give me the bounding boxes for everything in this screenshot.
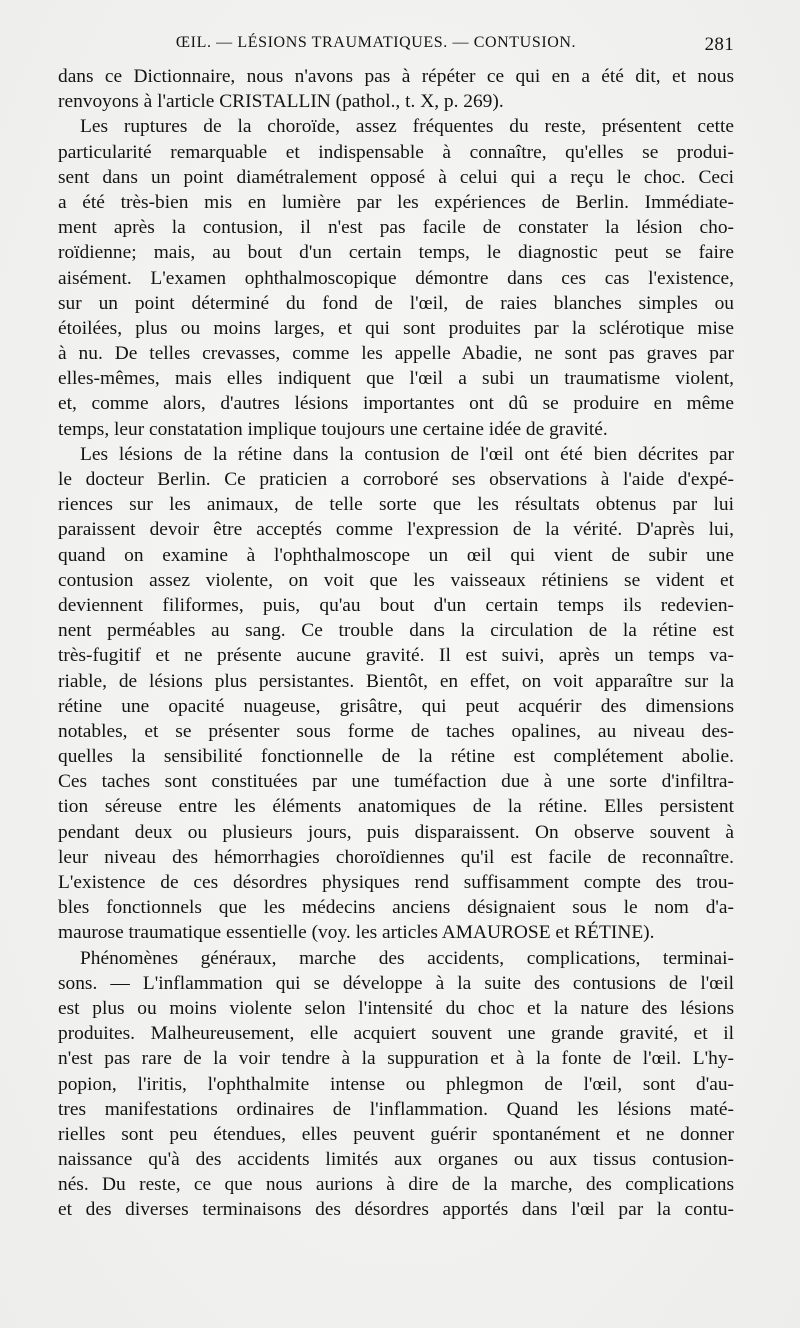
text-line: Phénomènes généraux, marche des accidents, complications, terminai- bbox=[80, 947, 734, 969]
text-line: a été très-bien mis en lumière par les expériences de Berlin. Immédiate- bbox=[58, 191, 734, 213]
text-line: naissance qu'à des accidents limités aux organes ou aux tissus contusion- bbox=[58, 1149, 734, 1171]
text-line: très-fugitif et ne présente aucune gravité. Il est suivi, après un temps va- bbox=[58, 645, 734, 667]
text-line: quelles la sensibilité fonctionnelle de la rétine est complétement abolie. bbox=[58, 746, 734, 768]
text-line: popion, l'iritis, l'ophthalmite intense ou phlegmon de l'œil, sont d'au- bbox=[58, 1073, 734, 1095]
text-line: paraissent devoir être acceptés comme l'expression de la vérité. D'après lui, bbox=[58, 519, 734, 541]
text-line: n'est pas rare de la voir tendre à la suppuration et à la fonte de l'œil. L'hy- bbox=[58, 1048, 734, 1070]
text-line: et des diverses terminaisons des désordres apportés dans l'œil par la contu- bbox=[58, 1199, 734, 1221]
text-line: et, comme alors, d'autres lésions importantes ont dû se produire en même bbox=[58, 393, 734, 415]
text-line: notables, et se présenter sous forme de taches opalines, au niveau des- bbox=[58, 720, 734, 742]
running-title: ŒIL. — LÉSIONS TRAUMATIQUES. — CONTUSION. bbox=[175, 34, 577, 51]
text-line: L'existence de ces désordres physiques rend suffisamment compte des trou- bbox=[58, 872, 734, 893]
text-line: tres manifestations ordinaires de l'inflammation. Quand les lésions maté- bbox=[58, 1098, 734, 1120]
text-line: leur niveau des hémorrhagies choroïdiennes qu'il est facile de reconnaître. bbox=[58, 846, 734, 868]
text-line: étoilées, plus ou moins larges, et qui sont produites par la sclérotique mise bbox=[58, 317, 734, 339]
text-line: riable, de lésions plus persistantes. Bientôt, en effet, on voit apparaître sur la bbox=[58, 670, 734, 692]
text-line: riences sur les animaux, de telle sorte que les résultats obtenus par lui bbox=[58, 494, 734, 516]
text-line: contusion assez violente, on voit que les vaisseaux rétiniens se vident et bbox=[58, 569, 734, 591]
text-line: Ces taches sont constituées par une tuméfaction due à une sorte d'infiltra- bbox=[58, 771, 734, 793]
text-line: renvoyons à l'article CRISTALLIN (pathol., t. X, p. 269). bbox=[58, 91, 504, 113]
text-line: roïdienne; mais, au bout d'un certain temps, le diagnostic peut se faire bbox=[58, 242, 734, 264]
text-line: sons. — L'inflammation qui se développe à la suite des contusions de l'œil bbox=[58, 972, 734, 994]
text-line: particularité remarquable et indispensable à connaître, qu'elles se produi- bbox=[58, 141, 734, 163]
text-line: quand on examine à l'ophthalmoscope un œil qui vient de subir une bbox=[58, 544, 734, 566]
text-line: sur un point déterminé du fond de l'œil, de raies blanches simples ou bbox=[58, 292, 734, 314]
text-line: rétine une opacité nuageuse, grisâtre, qui peut acquérir des dimensions bbox=[58, 695, 734, 717]
text-line: est plus ou moins violente selon l'intensité du choc et la nature des lésions bbox=[58, 997, 734, 1019]
text-line: Les ruptures de la choroïde, assez fréquentes du reste, présentent cette bbox=[80, 116, 734, 138]
text-line: pendant deux ou plusieurs jours, puis disparaissent. On observe souvent à bbox=[58, 821, 734, 843]
text-line: produites. Malheureusement, elle acquiert souvent une grande gravité, et il bbox=[58, 1023, 734, 1045]
text-line: nent perméables au sang. Ce trouble dans la circulation de la rétine est bbox=[58, 620, 734, 642]
page-number: 281 bbox=[704, 34, 734, 55]
text-line: temps, leur constatation implique toujours une certaine idée de gravité. bbox=[58, 418, 608, 440]
text-line: le docteur Berlin. Ce praticien a corroboré ses observations à l'aide d'expé- bbox=[58, 469, 734, 490]
text-line: bles fonctionnels que les médecins anciens désignaient sous le nom d'a- bbox=[58, 897, 734, 919]
text-line: ment après la contusion, il n'est pas facile de constater la lésion cho- bbox=[58, 217, 734, 239]
text-line: dans ce Dictionnaire, nous n'avons pas à répéter ce qui en a été dit, et nous bbox=[58, 66, 734, 87]
text-line: Les lésions de la rétine dans la contusion de l'œil ont été bien décrites par bbox=[80, 443, 734, 465]
text-line: à nu. De telles crevasses, comme les appelle Abadie, ne sont pas graves par bbox=[58, 343, 734, 365]
running-header bbox=[58, 34, 734, 58]
text-line: nés. Du reste, ce que nous aurions à dire de la marche, des complications bbox=[58, 1174, 734, 1196]
text-line: deviennent filiformes, puis, qu'au bout d'un certain temps ils redevien- bbox=[58, 594, 734, 616]
text-line: maurose traumatique essentielle (voy. les articles AMAUROSE et RÉTINE). bbox=[58, 922, 655, 944]
body-text bbox=[58, 64, 734, 1223]
text-line: aisément. L'examen ophthalmoscopique démontre dans ces cas l'existence, bbox=[58, 267, 734, 289]
text-line: tion séreuse entre les éléments anatomiques de la rétine. Elles persistent bbox=[58, 796, 734, 818]
text-line: elles-mêmes, mais elles indiquent que l'œil a subi un traumatisme violent, bbox=[58, 368, 734, 390]
text-line: sent dans un point diamétralement opposé à celui qui a reçu le choc. Ceci bbox=[58, 166, 734, 188]
text-line: rielles sont peu étendues, elles peuvent guérir spontanément et ne donner bbox=[58, 1123, 734, 1145]
